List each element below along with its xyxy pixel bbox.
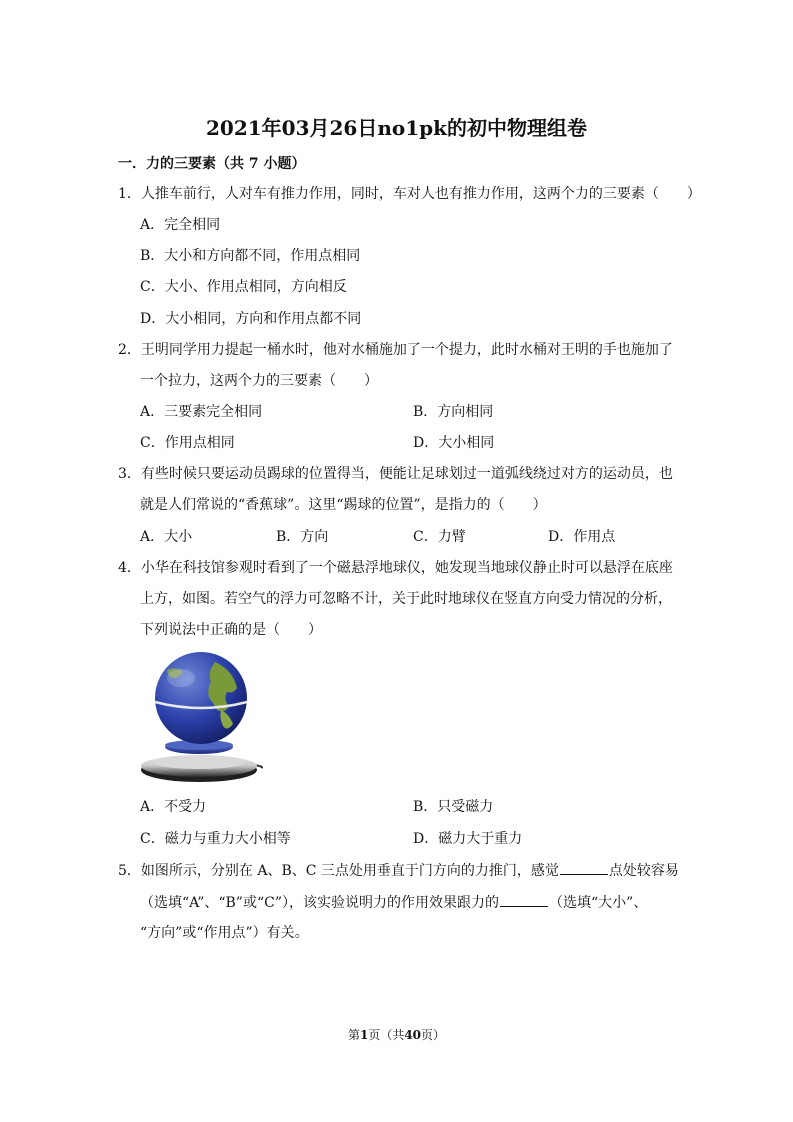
question-5-stem-line3: “方向”或“作用点”）有关。 [140,925,309,941]
question-1-option-d[interactable]: D．大小相同，方向和作用点都不同 [140,311,362,327]
question-1-option-b[interactable]: B．大小和方向都不同，作用点相同 [140,248,361,264]
page-title: 2021年03月26日no1pk的初中物理组卷 [206,116,587,140]
question-5-stem-line1 [118,860,679,881]
question-4-option-d[interactable]: D．磁力大于重力 [413,831,523,847]
question-2-option-a[interactable]: A．三要素完全相同 [140,404,263,420]
footer-middle: 页（共 [368,1028,405,1042]
question-1-option-a[interactable]: A．完全相同 [140,217,221,233]
question-5-text-part2: 点处较容易 [608,863,679,879]
question-5-text-part1: 5．如图所示，分别在 A、B、C 三点处用垂直于门方向的力推门，感觉 [118,863,559,879]
question-2-option-d[interactable]: D．大小相同 [413,435,495,451]
question-5-text-part4: （选填“大小”、 [549,895,648,911]
question-3-stem-line2: 就是人们常说的“香蕉球”。这里“踢球的位置”，是指力的（ ） [140,497,547,513]
question-3-option-d[interactable]: D．作用点 [548,529,616,545]
answer-blank-1[interactable] [560,860,608,875]
question-4-option-a[interactable]: A．不受力 [140,799,207,815]
page-footer [0,1026,793,1043]
question-3-option-a[interactable]: A．大小 [140,529,193,545]
maglev-globe-image [137,648,263,784]
footer-suffix: 页） [421,1028,446,1042]
section-heading: 一．力的三要素（共 7 小题） [118,156,306,172]
question-4-option-c[interactable]: C．磁力与重力大小相等 [140,831,291,847]
question-3-option-b[interactable]: B．方向 [276,529,329,545]
footer-page-number: 1 [359,1028,369,1042]
question-3-stem-line1: 3．有些时候只要运动员踢球的位置得当，便能让足球划过一道弧线绕过对方的运动员，也 [118,466,673,482]
question-5-text-part3: （选填“A”、“B”或“C”），该实验说明力的作用效果跟力的 [140,895,499,911]
question-2-option-c[interactable]: C．作用点相同 [140,435,235,451]
question-2-option-b[interactable]: B．方向相同 [413,404,494,420]
question-4-stem-line3: 下列说法中正确的是（ ） [140,622,322,638]
footer-total-pages: 40 [404,1028,422,1042]
question-1-option-c[interactable]: C．大小、作用点相同，方向相反 [140,279,347,295]
answer-blank-2[interactable] [500,892,548,907]
question-5-stem-line2 [140,892,647,913]
question-3-option-c[interactable]: C．力臂 [413,529,466,545]
question-2-stem-line2: 一个拉力，这两个力的三要素（ ） [140,373,378,389]
question-4-stem-line1: 4．小华在科技馆参观时看到了一个磁悬浮地球仪，她发现当地球仪静止时可以悬浮在底座 [118,560,673,576]
question-2-stem-line1: 2．王明同学用力提起一桶水时，他对水桶施加了一个提力，此时水桶对王明的手也施加了 [118,342,673,358]
question-4-option-b[interactable]: B．只受磁力 [413,799,494,815]
footer-prefix: 第 [347,1028,360,1042]
question-1-stem: 1．人推车前行，人对车有推力作用，同时，车对人也有推力作用，这两个力的三要素（ ） [118,186,701,202]
question-4-stem-line2: 上方，如图。若空气的浮力可忽略不计，关于此时地球仪在竖直方向受力情况的分析， [140,591,672,607]
